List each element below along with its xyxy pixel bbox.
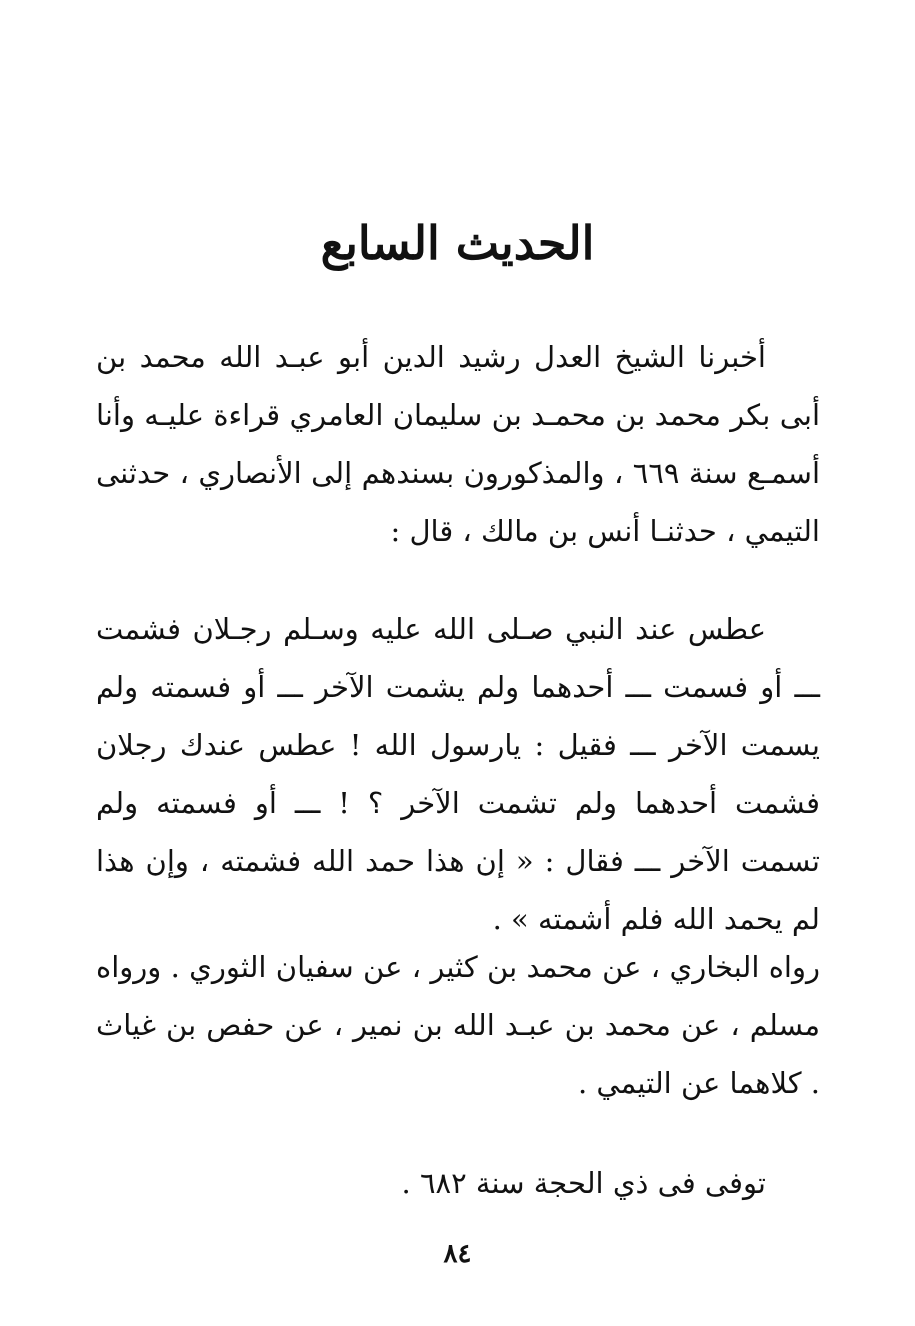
death-date-text: توفى فى ذي الحجة سنة ٦٨٢ .	[401, 1166, 766, 1200]
hadith-text-paragraph	[96, 600, 820, 948]
page-title: الحديث السابع	[320, 216, 595, 270]
isnad-text: أخبرنا الشيخ العدل رشيد الدين أبو عبـد الله محمد بن أبى بكر محمد بن محمـد بن سليمان العامري قراءة عليـه وأنا أسمـع سنة ٦٦٩ ، والمذكورون بسندهم إلى الأنصاري ، حدثنى التيمي ، حدثنـا أنس بن مالك ، قال :	[96, 340, 821, 548]
page-number: ٨٤	[443, 1239, 472, 1269]
isnad-paragraph	[96, 328, 820, 560]
hadith-text: عطس عند النبي صـلى الله عليه وسـلم رجـلان فشمت ـــ أو فسمت ـــ أحدهما ولم يشمت الآخر ـــ أو فسمته ولم يسمت الآخر ـــ فقيل : يارسول الله ! عطس عندك رجلان فشمت أحدهما ولم تشمت الآخر ؟ ! ـــ أو فسمته ولم تسمت الآخر ـــ فقال : « إن هذا حمد الله فشمته ، وإن هذا لم يحمد الله فلم أشمته » .	[96, 612, 820, 936]
takhrij-text: رواه البخاري ، عن محمد بن كثير ، عن سفيان الثوري . ورواه مسلم ، عن محمد بن عبـد الله بن نمير ، عن حفص بن غياث . كلاهما عن التيمي .	[96, 950, 820, 1100]
death-date-note	[96, 1154, 820, 1212]
takhrij-paragraph	[96, 938, 820, 1112]
